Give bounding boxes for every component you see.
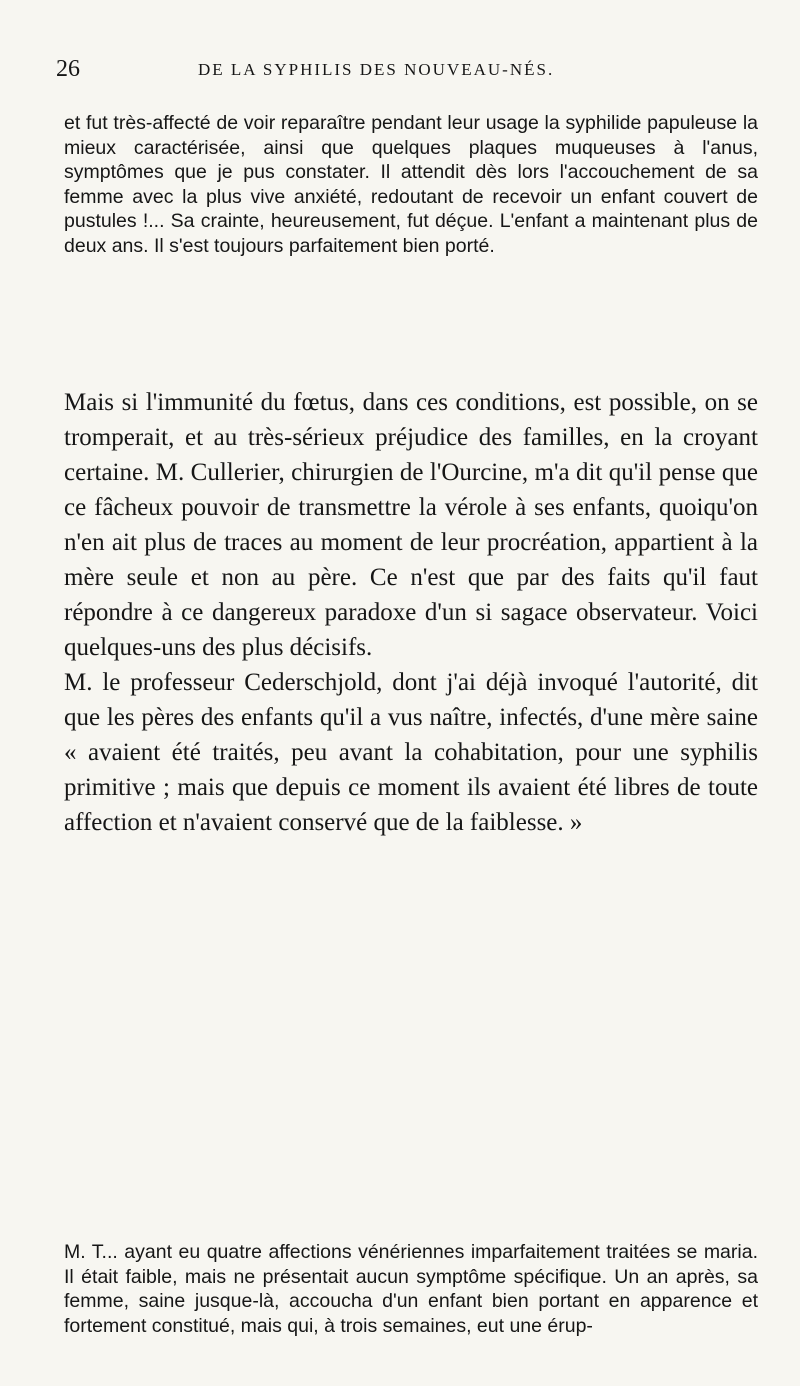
paragraph-immunity: Mais si l'immunité du fœtus, dans ces conditions, est possible, on se tromperait, et au très-sérieux préjudice des familles, en la croyant certaine. M. Cullerier, chirurgien de l'Ourcine, m'a dit qu'il pense que ce fâcheux pouvoir de transmettre la vérole à ses enfants, quoiqu'on n'en ait plus de traces au moment de leur procréation, appartient à la mère seule et non au père. Ce n'est que par des faits qu'il faut répondre à ce dangereux paradoxe d'un si sagace observateur. Voici quelques-uns des plus décisifs. <box>64 389 758 661</box>
paragraph-text: et fut très-affecté de voir reparaître pendant leur usage la syphilide papuleuse la mieux caractérisée, ainsi que quelques plaques muqueuses à l'anus, symptômes que je pus constater. Il attendit dès lors l'accouchement de sa femme avec la plus vive anxiété, redoutant de recevoir un enfant couvert de pustules !... Sa crainte, heureusement, fut déçue. L'enfant a maintenant plus de deux ans. Il s'est toujours parfaitement bien porté. <box>64 112 758 257</box>
main-text-block <box>64 385 758 840</box>
paragraph-cederschjold: M. le professeur Cederschjold, dont j'ai déjà invoqué l'autorité, dit que les pères des enfants qu'il a vus naître, infectés, d'une mère saine « avaient été traités, peu avant la cohabitation, pour une syphilis primitive ; mais que depuis ce moment ils avaient été libres de toute affection et n'avaient conservé que de la faiblesse. » <box>64 669 758 836</box>
paragraph-case-mt <box>64 1240 758 1338</box>
paragraph-case-continuation <box>64 111 758 258</box>
paragraph-text: M. T... ayant eu quatre affections vénériennes imparfaitement traitées se maria. Il était faible, mais ne présentait aucun symptôme spécifique. Un an après, sa femme, saine jusque-là, accoucha d'un enfant bien portant en apparence et fortement constitué, mais qui, à trois semaines, eut une érup- <box>64 1241 758 1337</box>
running-title: DE LA SYPHILIS DES NOUVEAU-NÉS. <box>198 60 555 79</box>
page-number: 26 <box>56 56 80 82</box>
